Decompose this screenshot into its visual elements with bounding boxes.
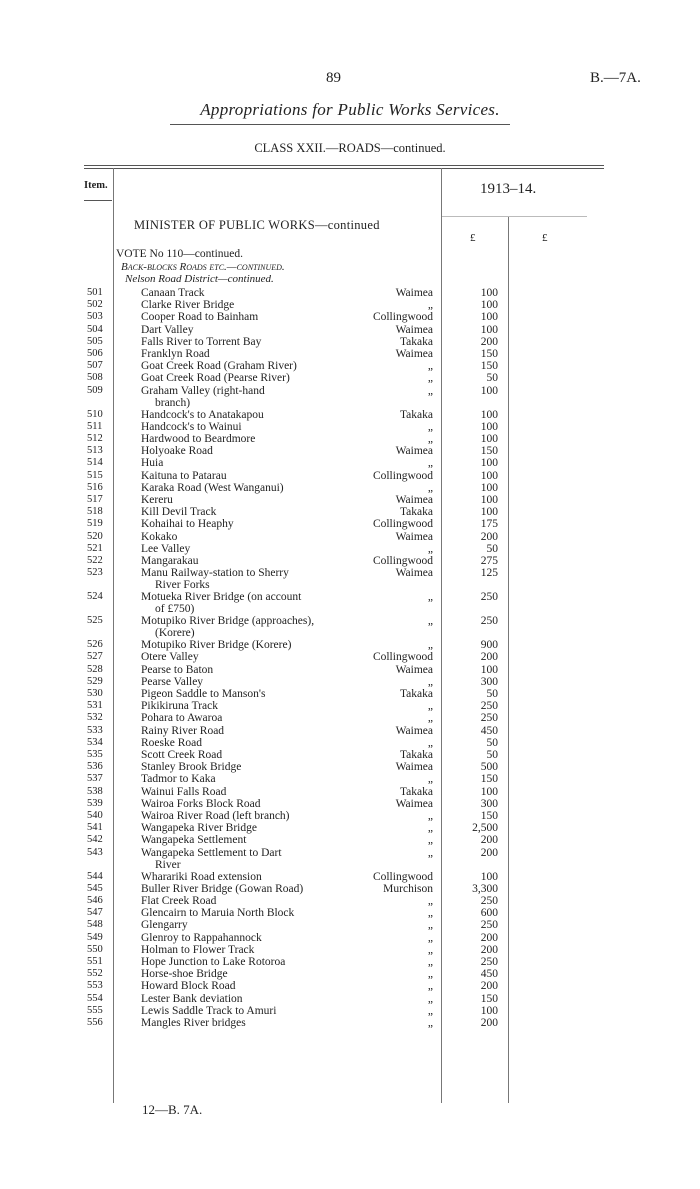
item-amount: 275	[480, 555, 498, 567]
item-number: 556	[87, 1017, 103, 1028]
item-description: Wairoa Forks Block Road	[141, 797, 261, 810]
item-amount: 100	[480, 311, 498, 324]
class-title: CLASS XXII.—ROADS—continued.	[254, 141, 446, 155]
item-location: „	[427, 736, 433, 749]
item-amount: 200	[480, 834, 498, 847]
item-amount: 250	[480, 700, 498, 713]
item-number: 545	[87, 882, 103, 894]
item-location: „	[427, 834, 433, 847]
item-description: Dart Valley	[141, 323, 194, 336]
subhead-heading: Back-blocks Roads etc.—continued.	[121, 261, 285, 273]
item-description: Glencairn to Maruia North Block	[141, 907, 295, 920]
item-amount: 100	[480, 469, 498, 482]
item-number: 550	[87, 943, 103, 955]
item-amount: 500	[480, 761, 498, 774]
item-location: „	[427, 360, 433, 373]
item-description: Wairoa River Road (left branch)	[141, 810, 290, 822]
item-amount: 2,500	[472, 822, 498, 835]
item-location: „	[427, 712, 433, 725]
item-number: 520	[87, 530, 103, 542]
item-number: 503	[87, 311, 103, 323]
item-number: 547	[87, 907, 103, 919]
item-amount: 100	[480, 420, 498, 433]
item-description: Graham Valley (right-hand	[141, 384, 265, 397]
item-description: Kaituna to Patarau	[141, 469, 227, 482]
item-header-rule	[84, 200, 112, 201]
item-location: Collingwood	[372, 555, 433, 567]
item-number: 536	[87, 761, 103, 773]
item-amount: 200	[480, 980, 498, 993]
item-number: 527	[87, 651, 103, 663]
item-number: 512	[87, 433, 103, 444]
item-description: Wainui Falls Road	[141, 785, 227, 798]
item-amount: 200	[480, 335, 498, 348]
item-description: Pikikiruna Track	[141, 700, 218, 713]
item-description: Scott Creek Road	[141, 749, 223, 761]
item-location: Waimea	[395, 494, 433, 506]
item-amount: 100	[480, 408, 498, 421]
item-number: 544	[87, 870, 103, 882]
item-description: Pearse Valley	[141, 675, 204, 688]
footer-reference: 12—B. 7A.	[142, 1102, 203, 1117]
item-location: „	[427, 980, 433, 993]
item-amount: 100	[480, 457, 498, 470]
item-amount: 100	[480, 299, 498, 312]
item-location: „	[427, 420, 433, 433]
item-location: Collingwood	[372, 518, 433, 531]
item-description: Lester Bank deviation	[141, 992, 243, 1005]
item-location: Takaka	[399, 749, 433, 761]
item-description: Lee Valley	[141, 542, 191, 555]
item-amount: 250	[480, 615, 498, 628]
table-top-rule	[84, 165, 604, 166]
item-amount: 250	[480, 919, 498, 932]
item-amount: 200	[480, 1017, 498, 1029]
item-description: Holyoake Road	[141, 445, 213, 458]
item-location: „	[427, 956, 433, 968]
item-amount: 100	[480, 384, 498, 397]
item-amount: 100	[480, 506, 498, 519]
item-description-continuation: branch)	[155, 396, 191, 409]
item-number: 502	[87, 299, 103, 311]
item-number: 524	[87, 591, 103, 603]
item-amount: 150	[480, 773, 498, 786]
item-number: 531	[87, 700, 103, 712]
item-description: Manu Railway-station to Sherry	[141, 567, 289, 580]
item-description: Glengarry	[141, 919, 188, 932]
item-location: Takaka	[399, 785, 433, 798]
item-location: „	[427, 773, 433, 786]
item-description: Howard Block Road	[141, 980, 236, 993]
item-amount: 900	[480, 639, 498, 652]
item-description: Hope Junction to Lake Rotoroa	[141, 956, 286, 968]
item-amount: 50	[486, 372, 498, 385]
item-description: Handcock's to Anatakapou	[141, 408, 264, 421]
item-number: 525	[87, 615, 103, 627]
item-description: Mangarakau	[141, 555, 199, 567]
item-amount: 450	[480, 968, 498, 981]
item-description: Falls River to Torrent Bay	[141, 335, 262, 348]
item-location: „	[427, 384, 433, 397]
heading-rule	[170, 124, 510, 125]
item-description: Kereru	[141, 494, 173, 506]
item-description: Handcock's to Wainui	[141, 420, 242, 433]
item-number: 530	[87, 688, 103, 699]
year-header-rule	[442, 216, 587, 217]
item-amount: 150	[480, 810, 498, 822]
item-description: Mangles River bridges	[141, 1017, 246, 1029]
item-number: 543	[87, 846, 103, 858]
item-location: „	[427, 968, 433, 981]
item-description: Huia	[141, 457, 164, 470]
item-description: Kill Devil Track	[141, 506, 217, 519]
item-number: 518	[87, 506, 103, 518]
item-number: 534	[87, 736, 103, 748]
item-location: Waimea	[395, 323, 433, 336]
item-location: „	[427, 591, 433, 604]
item-amount: 200	[480, 651, 498, 664]
item-number: 509	[87, 384, 103, 396]
item-location: „	[427, 372, 433, 385]
item-number: 514	[87, 457, 103, 469]
item-number: 501	[87, 287, 103, 298]
item-amount: 200	[480, 943, 498, 956]
item-amount: 100	[480, 663, 498, 676]
table-top-rule-2	[84, 168, 604, 169]
page-number: 89	[326, 70, 341, 86]
item-number: 540	[87, 810, 103, 821]
item-number: 537	[87, 773, 103, 785]
item-number: 519	[87, 518, 103, 530]
item-amount: 250	[480, 956, 498, 968]
item-amount: 200	[480, 846, 498, 859]
item-number: 506	[87, 348, 103, 359]
item-number: 521	[87, 542, 103, 554]
item-number: 504	[87, 323, 103, 335]
vote-heading: VOTE No 110—continued.	[116, 248, 244, 260]
item-description: Motupiko River Bridge (approaches),	[141, 615, 315, 628]
item-location: „	[427, 992, 433, 1005]
item-location: Waimea	[395, 287, 433, 299]
item-description: Motueka River Bridge (on account	[141, 591, 302, 604]
item-description: Otere Valley	[141, 651, 199, 664]
item-description: Kohaihai to Heaphy	[141, 518, 234, 531]
item-location: „	[427, 700, 433, 713]
item-number: 554	[87, 992, 103, 1004]
item-location: Takaka	[399, 335, 433, 348]
item-description: Goat Creek Road (Pearse River)	[141, 372, 290, 385]
document-reference: B.—7A.	[590, 70, 641, 86]
item-number: 532	[87, 712, 103, 724]
item-amount: 50	[486, 749, 498, 761]
item-description: Hardwood to Beardmore	[141, 433, 256, 445]
item-number: 551	[87, 956, 103, 967]
item-location: „	[427, 1017, 433, 1029]
item-location: „	[427, 846, 433, 859]
amount-column-rule-2	[508, 216, 509, 1103]
item-number: 508	[87, 372, 103, 384]
item-number: 513	[87, 445, 103, 457]
item-number: 510	[87, 408, 103, 420]
item-description: Glenroy to Rappahannock	[141, 931, 262, 944]
item-location: Murchison	[383, 882, 433, 895]
item-amount: 100	[480, 785, 498, 798]
item-number: 538	[87, 785, 103, 797]
item-location: „	[427, 895, 433, 907]
item-number: 548	[87, 919, 103, 931]
item-location: „	[427, 433, 433, 445]
item-amount: 150	[480, 360, 498, 373]
item-number: 507	[87, 360, 103, 372]
item-description: Canaan Track	[141, 287, 205, 299]
item-number: 555	[87, 1004, 103, 1016]
item-description: Cooper Road to Bainham	[141, 311, 259, 324]
item-number: 546	[87, 895, 103, 906]
item-location: Takaka	[399, 506, 433, 519]
item-location: Collingwood	[372, 469, 433, 482]
item-description: Pohara to Awaroa	[141, 712, 223, 725]
item-description: Horse-shoe Bridge	[141, 968, 228, 981]
item-description-continuation: River	[155, 858, 181, 871]
item-location: „	[427, 542, 433, 555]
item-amount: 250	[480, 895, 498, 907]
item-description: Clarke River Bridge	[141, 299, 235, 312]
page-heading: Appropriations for Public Works Services.	[200, 100, 500, 119]
item-location: „	[427, 639, 433, 652]
item-number: 539	[87, 797, 103, 809]
item-location: „	[427, 457, 433, 470]
item-description: Karaka Road (West Wanganui)	[141, 481, 284, 494]
item-number: 526	[87, 639, 103, 651]
item-location: Takaka	[399, 408, 433, 421]
item-amount: 125	[480, 567, 498, 580]
item-description-continuation: (Korere)	[155, 627, 195, 640]
item-amount: 100	[480, 433, 498, 445]
item-description-continuation: River Forks	[155, 579, 210, 592]
item-location: Takaka	[399, 688, 433, 700]
item-description-continuation: of £750)	[155, 603, 195, 616]
item-description: Franklyn Road	[141, 348, 210, 360]
item-amount: 200	[480, 530, 498, 543]
item-location: „	[427, 481, 433, 494]
item-number: 541	[87, 822, 103, 834]
item-description: Flat Creek Road	[141, 895, 217, 907]
item-location: „	[427, 907, 433, 920]
item-location: „	[427, 675, 433, 688]
item-number: 523	[87, 567, 103, 579]
item-number: 528	[87, 663, 103, 675]
item-number: 542	[87, 834, 103, 846]
item-amount: 150	[480, 992, 498, 1005]
item-description: Stanley Brook Bridge	[141, 761, 242, 774]
item-location: „	[427, 615, 433, 628]
item-description: Tadmor to Kaka	[141, 773, 216, 786]
column-header-year: 1913–14.	[480, 181, 537, 197]
item-location: Collingwood	[372, 651, 433, 664]
item-location: „	[427, 810, 433, 822]
item-description: Wharariki Road extension	[141, 870, 262, 883]
item-number: 535	[87, 749, 103, 760]
item-amount: 250	[480, 591, 498, 604]
item-location: Waimea	[395, 445, 433, 458]
item-number: 533	[87, 724, 103, 736]
item-number: 552	[87, 968, 103, 980]
item-location: Waimea	[395, 761, 433, 774]
item-amount: 450	[480, 724, 498, 737]
item-location: Waimea	[395, 724, 433, 737]
item-amount: 150	[480, 445, 498, 458]
item-description: Pigeon Saddle to Manson's	[141, 688, 266, 700]
item-location: Waimea	[395, 663, 433, 676]
item-number: 553	[87, 980, 103, 992]
column-header-item: Item.	[84, 180, 108, 191]
item-amount: 50	[486, 736, 498, 749]
item-number: 516	[87, 481, 103, 493]
item-amount: 300	[480, 675, 498, 688]
item-amount: 100	[480, 1004, 498, 1017]
item-amount: 100	[480, 287, 498, 299]
item-amount: 200	[480, 931, 498, 944]
item-description: Kokako	[141, 530, 178, 543]
item-amount: 175	[480, 518, 498, 531]
item-amount: 250	[480, 712, 498, 725]
item-location: „	[427, 943, 433, 956]
item-number: 515	[87, 469, 103, 481]
item-location: Waimea	[395, 797, 433, 810]
item-amount: 100	[480, 323, 498, 336]
item-location: Waimea	[395, 567, 433, 580]
item-amount: 100	[480, 870, 498, 883]
item-location: Waimea	[395, 348, 433, 360]
item-location: „	[427, 919, 433, 932]
item-number: 522	[87, 555, 103, 566]
item-number: 529	[87, 675, 103, 687]
item-description: Holman to Flower Track	[141, 943, 255, 956]
item-description: Goat Creek Road (Graham River)	[141, 360, 297, 373]
item-description: Wangapeka Settlement to Dart	[141, 846, 282, 859]
currency-symbol-2: £	[542, 232, 548, 244]
item-number: 505	[87, 335, 103, 347]
item-amount: 100	[480, 481, 498, 494]
item-location: Waimea	[395, 530, 433, 543]
item-location: „	[427, 822, 433, 835]
item-location: „	[427, 931, 433, 944]
item-number: 511	[87, 420, 103, 432]
item-amount: 3,300	[472, 882, 498, 895]
item-number: 517	[87, 494, 103, 505]
item-location: Collingwood	[372, 870, 433, 883]
item-description: Buller River Bridge (Gowan Road)	[141, 882, 304, 895]
item-amount: 150	[480, 348, 498, 360]
item-location: „	[427, 1004, 433, 1017]
currency-symbol: £	[470, 232, 476, 244]
item-amount: 300	[480, 797, 498, 810]
item-description: Rainy River Road	[141, 724, 225, 737]
item-amount: 50	[486, 688, 498, 700]
item-amount: 600	[480, 907, 498, 920]
district-heading: Nelson Road District—continued.	[125, 273, 274, 285]
item-description: Pearse to Baton	[141, 663, 214, 676]
item-location: Collingwood	[372, 311, 433, 324]
item-number: 549	[87, 931, 103, 943]
item-description: Roeske Road	[141, 736, 203, 749]
item-description: Lewis Saddle Track to Amuri	[141, 1004, 277, 1017]
minister-heading: MINISTER OF PUBLIC WORKS—continued	[134, 218, 380, 232]
item-amount: 50	[486, 542, 498, 555]
item-location: „	[427, 299, 433, 312]
item-description: Wangapeka River Bridge	[141, 822, 257, 835]
item-description: Motupiko River Bridge (Korere)	[141, 639, 292, 652]
item-description: Wangapeka Settlement	[141, 834, 247, 847]
item-amount: 100	[480, 494, 498, 506]
